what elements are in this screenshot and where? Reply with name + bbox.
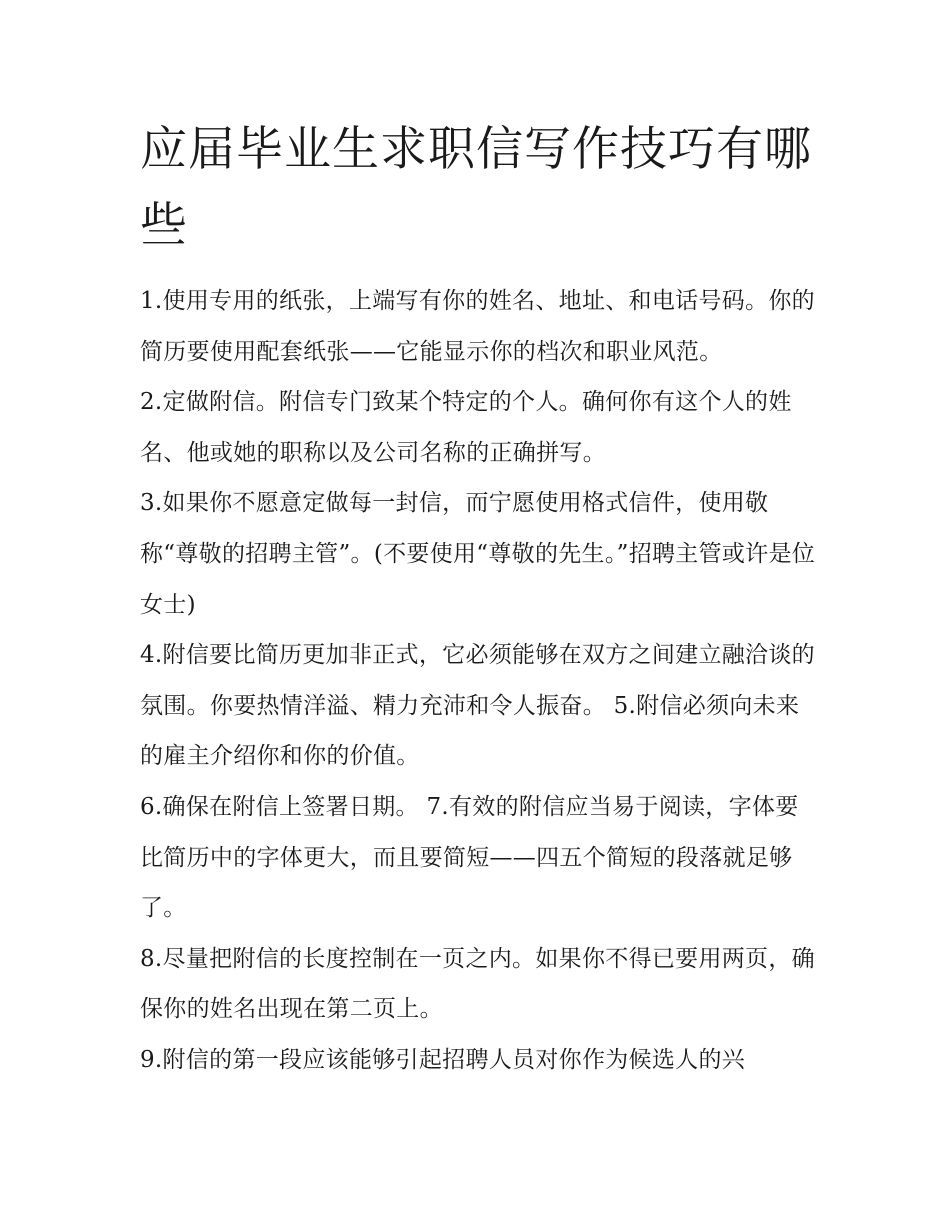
paragraph-7: 9.附信的第一段应该能够引起招聘人员对你作为候选人的兴 [140, 1046, 746, 1073]
document-title: 应届毕业生求职信写作技巧有哪些 [140, 122, 812, 253]
paragraph-6: 8.尽量把附信的长度控制在一页之内。如果你不得已要用两页，确保你的姓名出现在第二页上。 [140, 945, 815, 1023]
document-page [140, 112, 820, 1086]
paragraph-1: 1.使用专用的纸张，上端写有你的姓名、地址、和电话号码。你的简历要使用配套纸张——它能显示你的档次和职业风范。 [140, 288, 815, 365]
paragraph-4: 4.附信要比简历更加非正式，它必须能够在双方之间建立融洽谈的氛围。你要热情洋溢、精力充沛和令人振奋。 5.附信必须向未来的雇主介绍你和你的价值。 [140, 642, 815, 770]
paragraph-2: 2.定做附信。附信专门致某个特定的个人。确何你有这个人的姓名、他或她的职称以及公司名称的正确拼写。 [140, 389, 792, 466]
paragraph-3: 3.如果你不愿意定做每一封信，而宁愿使用格式信件，使用敬称“尊敬的招聘主管”。(不要使用“尊敬的先生。”招聘主管或许是位女士) [140, 490, 816, 618]
paragraph-5: 6.确保在附信上签署日期。 7.有效的附信应当易于阅读，字体要比简历中的字体更大，而且要简短——四五个简短的段落就足够了。 [140, 793, 799, 922]
